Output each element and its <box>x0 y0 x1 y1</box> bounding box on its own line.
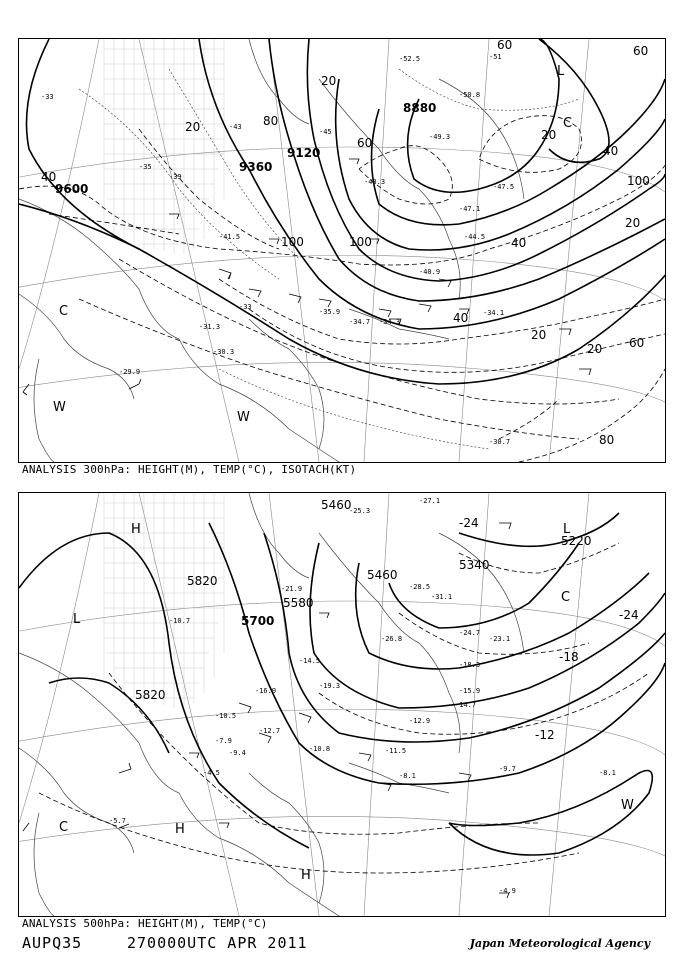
temp-label: -30.3 <box>213 348 235 356</box>
station-value: -21.9 <box>281 585 303 593</box>
low-pressure-symbol: L <box>73 612 81 627</box>
temp-label: -34.3 <box>379 318 401 326</box>
height-label: 5820 <box>187 574 218 588</box>
height-label-8880: 8880 <box>403 101 437 115</box>
station-value: -9.4 <box>229 749 246 757</box>
station-value: -10.7 <box>169 617 191 625</box>
isotach-label: 80 <box>263 114 279 128</box>
high-pressure-symbol: H <box>175 822 185 837</box>
isotach-label: 60 <box>357 136 373 150</box>
map-panel-500hpa <box>18 492 666 917</box>
station-value: -28.5 <box>409 583 431 591</box>
height-label: 5460 <box>367 568 398 582</box>
station-value: -12.7 <box>259 727 281 735</box>
product-code: AUPQ35 <box>22 934 83 952</box>
cold-symbol: C <box>59 820 69 835</box>
temp-label: -47.1 <box>459 205 481 213</box>
isotach-label: 20 <box>185 120 201 134</box>
isotach-label: 40 <box>453 311 469 325</box>
station-value: -23.1 <box>489 635 511 643</box>
cold-symbol: C <box>563 116 573 131</box>
isotach-label: 40 <box>41 170 57 184</box>
caption-300hpa: ANALYSIS 300hPa: HEIGHT(M), TEMP(°C), ISOTACH(KT) <box>22 463 357 476</box>
station-value: -14.5 <box>299 657 321 665</box>
height-contours <box>19 39 665 384</box>
isotach-label: 60 <box>633 44 649 58</box>
low-pressure-symbol: L <box>557 64 565 79</box>
wind-barbs <box>23 523 511 898</box>
station-value: -25.3 <box>349 507 371 515</box>
isotachs <box>19 116 665 462</box>
coastlines <box>19 39 527 462</box>
isotherm-label: -24 <box>619 608 639 622</box>
height-label: 5340 <box>459 558 490 572</box>
valid-time: 270000UTC APR 2011 <box>127 934 308 952</box>
station-value: -31.1 <box>431 593 453 601</box>
high-pressure-symbol: H <box>131 522 141 537</box>
height-label-9600: 9600 <box>55 182 89 196</box>
station-value: -15.9 <box>459 687 481 695</box>
station-value: -14.7 <box>455 701 477 709</box>
station-value: -12.9 <box>409 717 431 725</box>
station-value: -19.3 <box>319 682 341 690</box>
isotach-label: 20 <box>625 216 641 230</box>
temp-label: -43 <box>229 123 242 131</box>
height-label: 5700 <box>241 614 275 628</box>
warm-symbol: W <box>621 798 634 813</box>
temp-label: -48.3 <box>364 178 386 186</box>
map-panel-300hpa <box>18 38 666 463</box>
station-value: -11.5 <box>385 747 407 755</box>
station-value: -4.5 <box>203 769 220 777</box>
cold-symbol: C <box>561 590 571 605</box>
isotach-label: 20 <box>321 74 337 88</box>
station-value: -8.1 <box>399 772 416 780</box>
temp-label: -44.5 <box>464 233 486 241</box>
warm-symbol: W <box>53 400 66 415</box>
station-value: -10.8 <box>309 745 331 753</box>
isotach-label: 100 <box>349 235 372 249</box>
warm-symbol: W <box>237 410 250 425</box>
isotach-label: 60 <box>629 336 645 350</box>
temp-label: -39 <box>169 173 182 181</box>
isotach-label: 20 <box>587 342 603 356</box>
isotach-label: 80 <box>599 433 615 447</box>
temp-label: -31.3 <box>199 323 221 331</box>
low-pressure-symbol: L <box>563 522 571 537</box>
temp-label: -33 <box>41 93 54 101</box>
isotherm-label: -18 <box>559 650 579 664</box>
isotach-label: 20 <box>531 328 547 342</box>
height-label: 5580 <box>283 596 314 610</box>
station-value: -5.7 <box>109 817 126 825</box>
temp-label: -33 <box>239 303 252 311</box>
temp-label: -47.5 <box>493 183 515 191</box>
height-label: 5460 <box>321 498 352 512</box>
caption-500hpa: ANALYSIS 500hPa: HEIGHT(M), TEMP(°C) <box>22 917 268 930</box>
temp-label: -52.5 <box>399 55 421 63</box>
station-value: -16.9 <box>255 687 277 695</box>
temp-label: -45 <box>319 128 332 136</box>
temp-label: -34.1 <box>483 309 505 317</box>
isotach-label: 20 <box>541 128 557 142</box>
temp-label: -30.7 <box>489 438 511 446</box>
station-value: -4.9 <box>499 887 516 895</box>
cold-symbol: C <box>59 304 69 319</box>
temp-label: -35 <box>139 163 152 171</box>
graticule <box>19 39 665 462</box>
temp-label: -51 <box>489 53 502 61</box>
temp-label: -29.9 <box>119 368 141 376</box>
station-value: -27.1 <box>419 497 441 505</box>
isotach-label: 60 <box>497 39 513 52</box>
high-pressure-symbol: H <box>301 868 311 883</box>
temp-label: -40.9 <box>419 268 441 276</box>
terrain-hatch <box>104 493 224 708</box>
isotherm-label: -12 <box>535 728 555 742</box>
isotherm-label: -24 <box>459 516 479 530</box>
isotach-label: 40 <box>603 144 619 158</box>
station-value: -26.8 <box>381 635 403 643</box>
temp-label: -49.3 <box>429 133 451 141</box>
height-label-9120: 9120 <box>287 146 321 160</box>
temp-label: -50.8 <box>459 91 481 99</box>
station-value: -18.3 <box>459 661 481 669</box>
station-value: -10.5 <box>215 712 237 720</box>
height-label: 5220 <box>561 534 592 548</box>
station-value: -7.9 <box>215 737 232 745</box>
station-value: -8.1 <box>599 769 616 777</box>
agency-name: Japan Meteorological Agency <box>469 937 650 950</box>
height-label: 5820 <box>135 688 166 702</box>
station-value: -9.7 <box>499 765 516 773</box>
map-500hpa-svg <box>19 493 665 916</box>
map-300hpa-svg <box>19 39 665 462</box>
height-label-9360: 9360 <box>239 160 273 174</box>
isotach-label: 40 <box>511 236 527 250</box>
station-value: -24.7 <box>459 629 481 637</box>
temp-label: -41.5 <box>219 233 241 241</box>
temp-label: -35.9 <box>319 308 341 316</box>
isotach-label: 100 <box>627 174 650 188</box>
temp-label: -34.7 <box>349 318 371 326</box>
isotach-label: 100 <box>281 235 304 249</box>
